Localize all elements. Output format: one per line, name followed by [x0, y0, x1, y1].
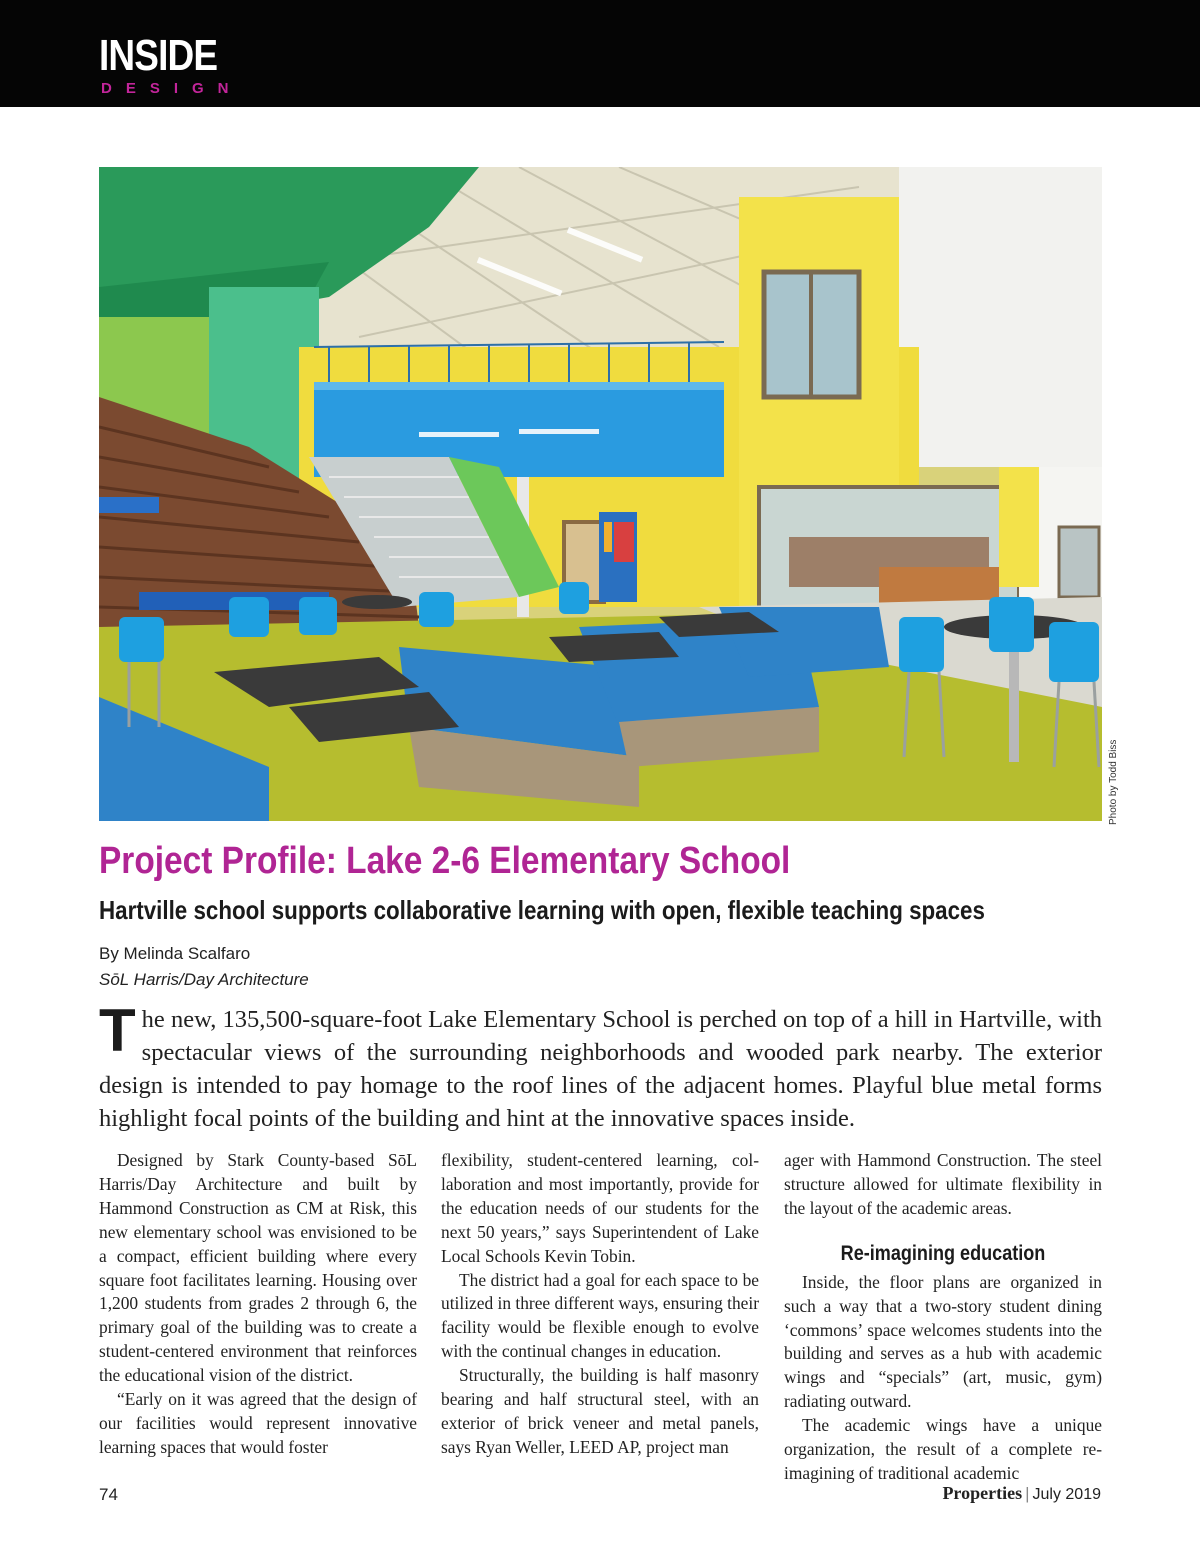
author-affiliation: SōL Harris/Day Architecture: [99, 970, 309, 989]
body-paragraph: flexibility, student-centered learning, collaboration and most importantly, provide for the education needs of our students for the next 50 years,” says Superintendent of Lake Local Schools Kevin Tobin.: [441, 1150, 759, 1266]
body-paragraph: ager with Hammond Construction. The steel structure allowed for ultimate flexibility in the layout of the academic areas.: [784, 1150, 1102, 1218]
body-paragraph: “Early on it was agreed that the design of our facilities would represent innovative learning spaces that would foster: [99, 1389, 417, 1457]
body-column-1: [99, 1149, 417, 1460]
article-subtitle: Hartville school supports collaborative learning with open, flexible teaching spaces: [99, 895, 985, 925]
issue-date: July 2019: [1032, 1486, 1101, 1503]
body-paragraph: Designed by Stark County-based SōL Harris/Day Architecture and built by Hammond Construction as CM at Risk, this new elementary school was envisioned to be a compact, efficient building where every square foot facilitates learning. Housing over 1,200 students from grades 2 through 6, the primary goal of the building was to create a student-centered environment that reinforces the educational vision of the district.: [99, 1150, 417, 1386]
lede-text: he new, 135,500-square-foot Lake Elementary School is perched on top of a hill in Hartville, with spectacular views of the surrounding neighborhoods and wooded park nearby. The exterior design is intended to pay homage to the roof lines of the adjacent homes. Playful blue metal forms highlight focal points of the building and hint at the innovative spaces inside.: [99, 1006, 1102, 1132]
body-paragraph: The district had a goal for each space to be utilized in three different ways, ensuring their facility would be flexible enough to evolve with the continual changes in education.: [441, 1269, 759, 1362]
publication-name: Properties: [942, 1483, 1023, 1503]
subsection-label: DESIGN: [101, 80, 243, 97]
author-byline: By Melinda Scalfaro: [99, 944, 251, 963]
drop-cap: T: [99, 997, 136, 1064]
article-lede: [99, 997, 1102, 1135]
section-heading: Re-imagining education: [840, 1241, 1046, 1265]
body-column-2: [441, 1149, 759, 1460]
body-paragraph: The academic wings have a unique organization, the result of a complete re-imagining of traditional academic: [784, 1415, 1102, 1483]
body-paragraph: Inside, the floor plans are organized in such a way that a two-story student dining ‘commons’ space welcomes students into the building and serves as a hub with academic wings and “specials” (art, music, gym) radiating outward.: [784, 1271, 1102, 1412]
body-column-3: [784, 1149, 1102, 1486]
page-number: 74: [99, 1485, 118, 1504]
article-title: Project Profile: Lake 2-6 Elementary School: [99, 840, 791, 882]
body-paragraph: Structurally, the building is half masonry bearing and half structural steel, with an exterior of brick veneer and metal panels, says Ryan Weller, LEED AP, project man: [441, 1365, 759, 1457]
section-header-bar: [0, 0, 1200, 107]
footer-separator: |: [1025, 1484, 1030, 1503]
hero-photo-school-commons: [99, 167, 1102, 821]
section-label: INSIDE: [99, 31, 218, 80]
footer-publication-info: [942, 1483, 1101, 1504]
photo-credit: Photo by Todd Biss: [1108, 739, 1119, 825]
